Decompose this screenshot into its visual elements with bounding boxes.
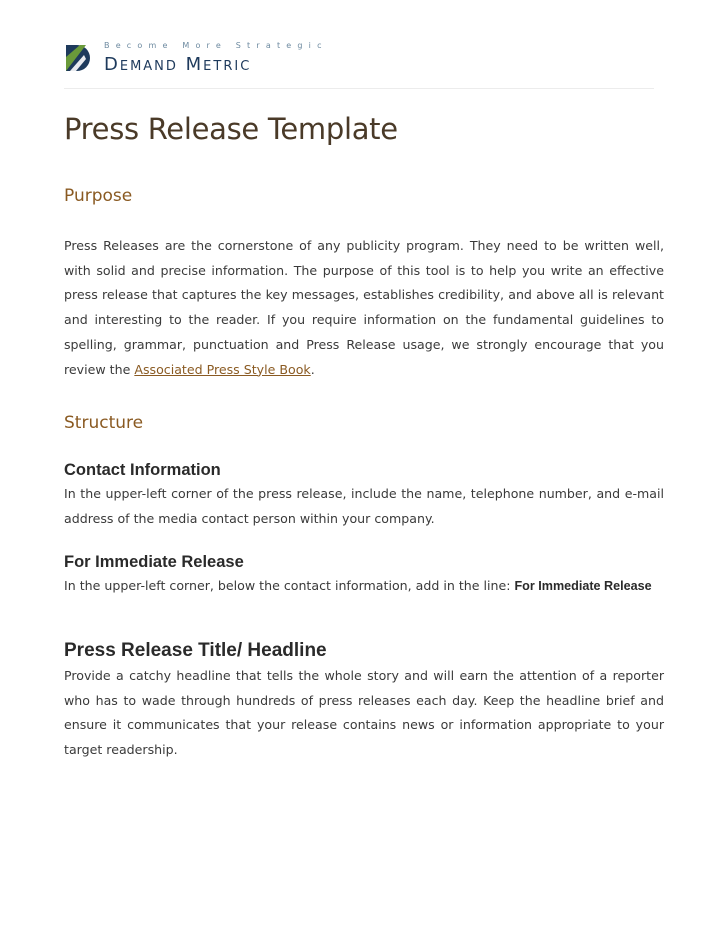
- ap-style-book-link[interactable]: Associated Press Style Book: [134, 361, 311, 377]
- demand-metric-logo-mark-icon: [64, 43, 90, 73]
- immediate-release-heading: For Immediate Release: [64, 553, 244, 571]
- structure-heading: Structure: [64, 413, 144, 433]
- purpose-paragraph: [64, 234, 664, 382]
- contact-information-heading: Contact Information: [64, 461, 221, 479]
- logo-tagline: Become More Strategic: [104, 41, 328, 50]
- contact-information-paragraph: In the upper-left corner of the press release, include the name, telephone number, and e-mail address of the media contact person within your company.: [64, 486, 664, 526]
- logo-brand-name: Demand Metric: [104, 54, 252, 75]
- headline-heading: Press Release Title/ Headline: [64, 640, 327, 661]
- immediate-release-bold-text: For Immediate Release: [514, 579, 652, 593]
- immediate-release-text: In the upper-left corner, below the contact information, add in the line:: [64, 578, 515, 593]
- purpose-text-end: .: [310, 361, 315, 377]
- demand-metric-logo: [64, 40, 354, 80]
- purpose-text: Press Releases are the cornerstone of any publicity program. They need to be written well, with solid and precise information. The purpose of this tool is to help you write an effective press release that captures the key messages, establishes credibility, and above all is relevant and interesting to the reader. If you require information on the fundamental guidelines to spelling, grammar, punctuation and Press Release usage, we strongly encourage that you review the: [64, 238, 664, 377]
- purpose-heading: Purpose: [64, 186, 133, 206]
- document-title: Press Release Template: [64, 112, 398, 146]
- header-divider: [64, 88, 654, 89]
- immediate-release-paragraph: [64, 574, 664, 599]
- headline-paragraph: Provide a catchy headline that tells the whole story and will earn the attention of a reporter who has to wade through hundreds of press releases each day. Keep the headline brief and ensure it communicates that your release contains news or information appropriate to your target readership.: [64, 668, 664, 758]
